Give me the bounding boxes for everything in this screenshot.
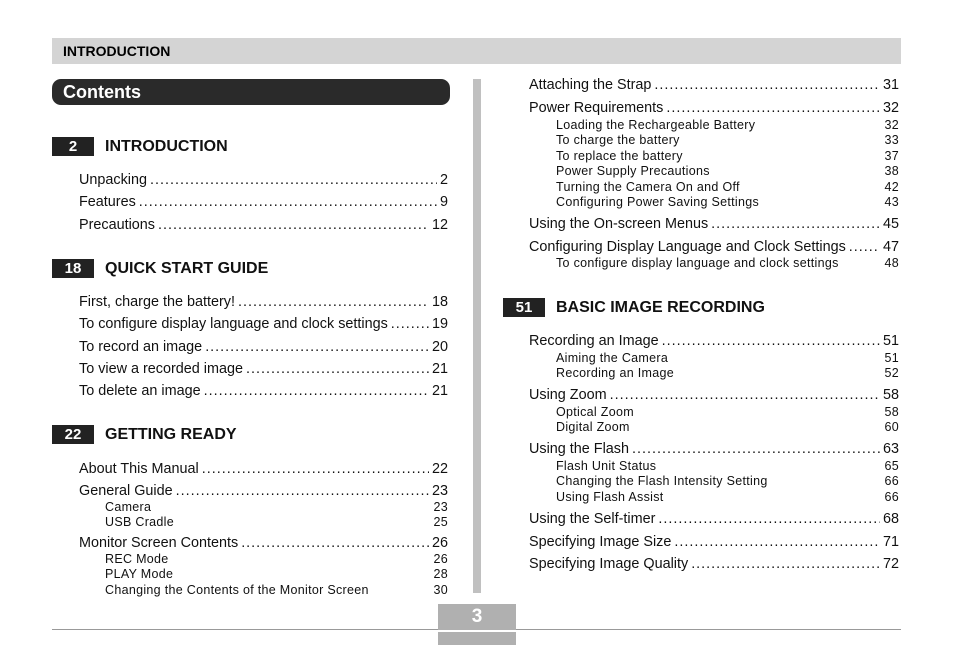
- leader-dots: [139, 193, 437, 211]
- toc-entry-label: To view a recorded image: [79, 361, 243, 377]
- toc-entry-label: To record an image: [79, 339, 203, 355]
- toc-subentry-label: Digital Zoom: [556, 420, 630, 434]
- toc-entry-label: Recording an Image: [529, 333, 659, 349]
- toc-subentry-page: 26: [433, 552, 448, 566]
- toc-entry-page: 21: [431, 383, 448, 399]
- toc-subentry-label: To configure display language and clock settings: [556, 256, 839, 270]
- toc-subentry-page: 60: [884, 420, 899, 434]
- section-title: INTRODUCTION: [105, 138, 228, 155]
- toc-subentry[interactable]: [556, 420, 899, 435]
- page-number: 3: [438, 604, 516, 630]
- toc-entry-label: Features: [79, 194, 136, 210]
- toc-entry-page: 32: [882, 100, 899, 116]
- toc-subentry[interactable]: [556, 366, 899, 381]
- toc-entry-page: 71: [882, 534, 899, 550]
- toc-subentry-page: 42: [884, 180, 899, 194]
- leader-dots: [241, 534, 429, 552]
- toc-entry-page: 23: [431, 483, 448, 499]
- toc-subentry-label: Loading the Rechargeable Battery: [556, 118, 756, 132]
- toc-subentry-page: 23: [433, 500, 448, 514]
- running-header-label: INTRODUCTION: [63, 43, 171, 59]
- toc-subentry[interactable]: [556, 118, 899, 133]
- toc-subentry-page: 58: [884, 405, 899, 419]
- toc-subentry-label: Optical Zoom: [556, 405, 634, 419]
- toc-entry[interactable]: [79, 482, 448, 500]
- page-number-box: [438, 604, 516, 645]
- section-title: QUICK START GUIDE: [105, 260, 269, 277]
- toc-entry-label: Power Requirements: [529, 100, 664, 116]
- toc-subentry[interactable]: [556, 180, 899, 195]
- toc-entry-page: 31: [882, 77, 899, 93]
- toc-subentry-label: Changing the Contents of the Monitor Screen: [105, 583, 369, 597]
- toc-subentry[interactable]: [105, 567, 448, 582]
- section-title: BASIC IMAGE RECORDING: [556, 299, 765, 316]
- toc-entry-page: 20: [431, 339, 448, 355]
- toc-subentry-page: 37: [884, 149, 899, 163]
- toc-subentry-page: 48: [884, 256, 899, 270]
- toc-subentry-label: Configuring Power Saving Settings: [556, 195, 760, 209]
- toc-entry[interactable]: [79, 460, 448, 478]
- leader-dots: [246, 360, 429, 378]
- leader-dots: [610, 386, 880, 404]
- toc-subentry[interactable]: [556, 474, 899, 489]
- toc-entry-label: To configure display language and clock settings: [79, 316, 388, 332]
- toc-subentry-label: Recording an Image: [556, 366, 674, 380]
- leader-dots: [150, 171, 437, 189]
- toc-entry-label: Unpacking: [79, 172, 147, 188]
- toc-entry-label: Monitor Screen Contents: [79, 535, 239, 551]
- leader-dots: [711, 215, 880, 233]
- leader-dots: [849, 238, 880, 256]
- toc-subentry-page: 30: [433, 583, 448, 597]
- toc-entry-page: 2: [439, 172, 448, 188]
- toc-entry[interactable]: [529, 555, 899, 573]
- toc-entry[interactable]: [529, 510, 899, 528]
- toc-subentry-label: Aiming the Camera: [556, 351, 669, 365]
- section-page-badge: 22: [52, 425, 94, 444]
- toc-subentry-label: REC Mode: [105, 552, 169, 566]
- section-page-badge: 2: [52, 137, 94, 156]
- toc-entry-page: 72: [882, 556, 899, 572]
- leader-dots: [658, 510, 880, 528]
- toc-entry[interactable]: [529, 238, 899, 256]
- leader-dots: [205, 338, 429, 356]
- toc-subentry-label: USB Cradle: [105, 515, 174, 529]
- toc-entry-page: 47: [882, 239, 899, 255]
- contents-title-bar: [52, 79, 450, 105]
- toc-subentry-label: Changing the Flash Intensity Setting: [556, 474, 768, 488]
- toc-subentry[interactable]: [556, 490, 899, 505]
- page-number-tab: [438, 632, 516, 645]
- leader-dots: [654, 76, 880, 94]
- section-title: GETTING READY: [105, 426, 237, 443]
- leader-dots: [204, 382, 429, 400]
- leader-dots: [158, 216, 429, 234]
- toc-entry-page: 19: [431, 316, 448, 332]
- toc-subentry-page: 28: [433, 567, 448, 581]
- toc-subentry[interactable]: [105, 500, 448, 515]
- toc-entry[interactable]: [529, 332, 899, 350]
- column-divider: [473, 79, 481, 593]
- toc-entry-label: Configuring Display Language and Clock Settings: [529, 239, 846, 255]
- toc-entry[interactable]: [529, 99, 899, 117]
- leader-dots: [674, 533, 880, 551]
- toc-subentry-label: Turning the Camera On and Off: [556, 180, 740, 194]
- toc-entry[interactable]: [79, 338, 448, 356]
- toc-entry-label: Specifying Image Quality: [529, 556, 689, 572]
- toc-subentry[interactable]: [556, 405, 899, 420]
- toc-entry-label: Using the Flash: [529, 441, 629, 457]
- toc-subentry-page: 66: [884, 474, 899, 488]
- toc-subentry-label: PLAY Mode: [105, 567, 174, 581]
- toc-entry-page: 51: [882, 333, 899, 349]
- toc-entry-label: Specifying Image Size: [529, 534, 672, 550]
- toc-entry-label: Using Zoom: [529, 387, 607, 403]
- leader-dots: [176, 482, 429, 500]
- toc-subentry[interactable]: [556, 351, 899, 366]
- toc-entry[interactable]: [79, 534, 448, 552]
- section-page-badge: 51: [503, 298, 545, 317]
- toc-subentry-page: 25: [433, 515, 448, 529]
- toc-entry[interactable]: [529, 440, 899, 458]
- toc-entry-page: 18: [431, 294, 448, 310]
- section-header-introduction: [52, 137, 450, 157]
- section-page-badge: 18: [52, 259, 94, 278]
- leader-dots: [632, 440, 880, 458]
- toc-subentry[interactable]: [556, 149, 899, 164]
- toc-entry-label: First, charge the battery!: [79, 294, 235, 310]
- toc-entry[interactable]: [79, 360, 448, 378]
- toc-subentry-label: Power Supply Precautions: [556, 164, 710, 178]
- toc-entry-page: 9: [439, 194, 448, 210]
- toc-entry[interactable]: [79, 315, 448, 333]
- toc-entry-page: 21: [431, 361, 448, 377]
- leader-dots: [391, 315, 429, 333]
- toc-subentry[interactable]: [105, 552, 448, 567]
- toc-subentry-label: Flash Unit Status: [556, 459, 657, 473]
- toc-subentry-page: 52: [884, 366, 899, 380]
- leader-dots: [202, 460, 429, 478]
- toc-entry-page: 68: [882, 511, 899, 527]
- toc-subentry[interactable]: [105, 583, 448, 598]
- toc-subentry-page: 43: [884, 195, 899, 209]
- toc-subentry-page: 51: [884, 351, 899, 365]
- section-header-basic-image-recording: [503, 298, 901, 318]
- toc-entry-label: To delete an image: [79, 383, 201, 399]
- toc-entry-page: 12: [431, 217, 448, 233]
- toc-subentry-label: Camera: [105, 500, 152, 514]
- toc-entry-page: 22: [431, 461, 448, 477]
- toc-subentry[interactable]: [556, 195, 899, 210]
- section-header-getting-ready: [52, 425, 450, 445]
- leader-dots: [662, 332, 880, 350]
- toc-entry[interactable]: [79, 193, 448, 211]
- toc-entry[interactable]: [79, 382, 448, 400]
- toc-entry[interactable]: [529, 215, 899, 233]
- toc-subentry-page: 66: [884, 490, 899, 504]
- toc-subentry-label: Using Flash Assist: [556, 490, 664, 504]
- toc-entry-page: 45: [882, 216, 899, 232]
- toc-subentry-page: 33: [884, 133, 899, 147]
- leader-dots: [691, 555, 880, 573]
- toc-subentry[interactable]: [105, 515, 448, 530]
- toc-entry-label: Precautions: [79, 217, 155, 233]
- toc-subentry-label: To replace the battery: [556, 149, 683, 163]
- toc-entry-label: Attaching the Strap: [529, 77, 652, 93]
- toc-entry[interactable]: [79, 293, 448, 311]
- toc-subentry[interactable]: [556, 256, 899, 271]
- toc-entry-page: 26: [431, 535, 448, 551]
- toc-entry[interactable]: [529, 533, 899, 551]
- toc-subentry[interactable]: [556, 133, 899, 148]
- running-header: [52, 38, 901, 64]
- toc-subentry-page: 32: [884, 118, 899, 132]
- toc-subentry-page: 38: [884, 164, 899, 178]
- contents-title: Contents: [63, 82, 141, 102]
- toc-entry-label: General Guide: [79, 483, 173, 499]
- toc-entry-page: 63: [882, 441, 899, 457]
- toc-entry[interactable]: [529, 386, 899, 404]
- toc-subentry-label: To charge the battery: [556, 133, 680, 147]
- toc-entry[interactable]: [79, 216, 448, 234]
- toc-entry-page: 58: [882, 387, 899, 403]
- toc-subentry[interactable]: [556, 459, 899, 474]
- toc-entry-label: About This Manual: [79, 461, 199, 477]
- toc-subentry-page: 65: [884, 459, 899, 473]
- section-header-quick-start-guide: [52, 259, 450, 279]
- toc-entry[interactable]: [529, 76, 899, 94]
- leader-dots: [238, 293, 429, 311]
- leader-dots: [666, 99, 880, 117]
- toc-entry[interactable]: [79, 171, 448, 189]
- toc-subentry[interactable]: [556, 164, 899, 179]
- toc-entry-label: Using the On-screen Menus: [529, 216, 709, 232]
- toc-entry-label: Using the Self-timer: [529, 511, 656, 527]
